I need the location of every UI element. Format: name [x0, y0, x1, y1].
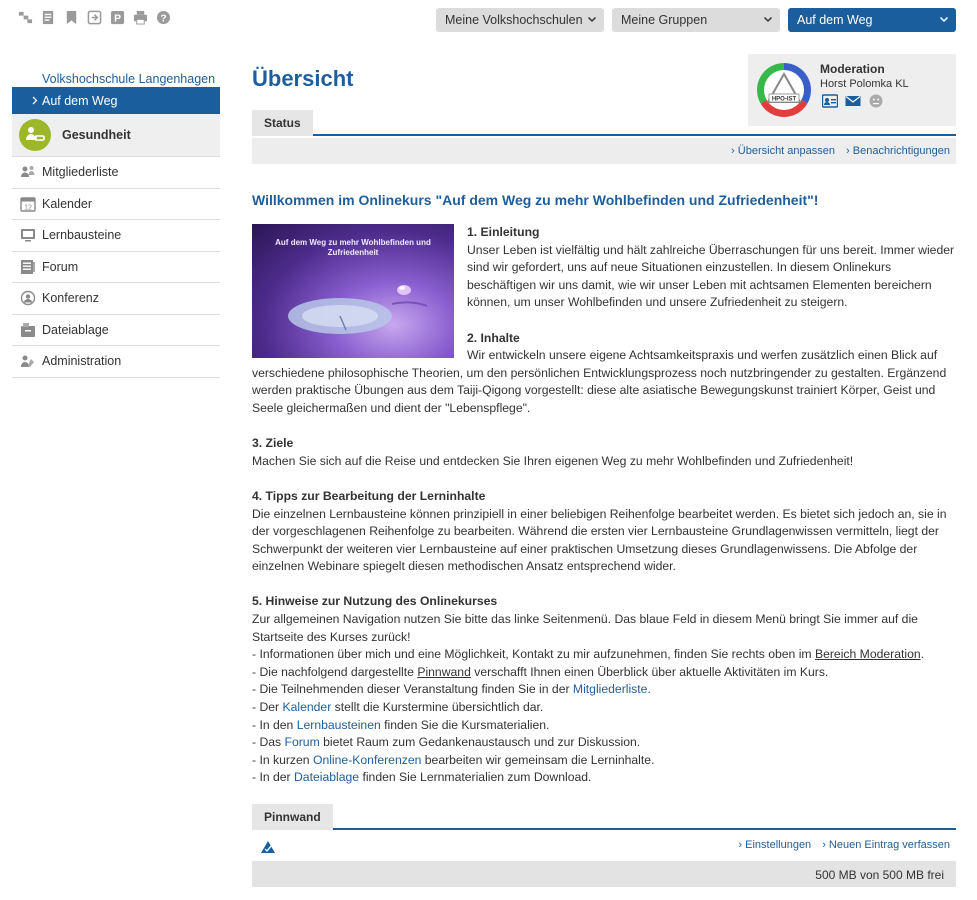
group-icon	[19, 119, 51, 151]
sidebar-item-label: Lernbausteine	[42, 228, 122, 243]
online-conferences-link[interactable]: Online-Konferenzen	[312, 752, 422, 767]
sidebar	[12, 70, 220, 378]
sidebar-item-forum[interactable]	[12, 252, 220, 284]
select-volkshochschulen-label: Meine Volkshochschulen	[445, 13, 583, 27]
sidebar-current-label: Auf dem Weg	[42, 93, 118, 108]
file-storage-link[interactable]: Dateiablage	[294, 770, 360, 785]
chevron-right-icon	[32, 96, 38, 105]
org-tree-icon[interactable]	[18, 10, 33, 25]
sidebar-group-name: Gesundheit	[62, 128, 131, 142]
list-item-text: - In den	[252, 717, 297, 732]
notifications-link[interactable]: › Benachrichtigungen	[846, 145, 950, 157]
pinnwand-settings-link[interactable]: › Einstellungen	[738, 839, 811, 851]
section-text: Zur allgemeinen Navigation nutzen Sie bitte das linke Seitenmenü. Das blaue Feld in diesem Menü bringt Sie immer auf die Startseite des Kurses zurück!	[252, 612, 918, 644]
select-current-course-label: Auf dem Weg	[797, 13, 873, 27]
storage-status: 500 MB von 500 MB frei	[815, 868, 944, 882]
sidebar-item-current-course[interactable]	[12, 87, 220, 114]
sidebar-group-header[interactable]	[12, 114, 220, 157]
list-item	[252, 769, 957, 787]
tab-status[interactable]: Status	[252, 110, 313, 136]
list-item-text: stellt die Kurstermine übersichtlich dar.	[331, 700, 544, 715]
select-gruppen[interactable]	[612, 8, 780, 32]
section-heading: 4. Tipps zur Bearbeitung der Lerninhalte	[252, 488, 486, 503]
print-icon[interactable]	[133, 10, 148, 25]
list-item	[252, 646, 957, 664]
forum-link[interactable]: Forum	[284, 735, 320, 750]
files-icon	[20, 322, 36, 338]
moderation-title: Moderation	[820, 62, 885, 76]
notes-icon[interactable]	[41, 10, 56, 25]
learning-modules-link[interactable]: Lernbausteinen	[296, 717, 381, 732]
mail-icon[interactable]	[845, 94, 861, 108]
chevron-down-icon	[939, 14, 949, 24]
pinnwand-link[interactable]: Pinnwand	[417, 664, 471, 679]
select-gruppen-label: Meine Gruppen	[621, 13, 708, 27]
list-item-text: .	[647, 682, 651, 697]
svg-text:?: ?	[160, 13, 167, 25]
members-link[interactable]: Mitgliederliste	[572, 682, 648, 697]
chevron-down-icon	[587, 14, 597, 24]
bookmark-icon[interactable]	[64, 10, 79, 25]
sidebar-item-label: Mitgliederliste	[42, 165, 119, 180]
section-heading: 5. Hinweise zur Nutzung des Onlinekurses	[252, 594, 498, 609]
list-item-text: bearbeiten wir gemeinsam die Lerninhalte.	[421, 752, 655, 767]
list-item-text: finden Sie die Kursmaterialien.	[380, 717, 550, 732]
list-item	[252, 681, 957, 699]
pinnwand-footer	[252, 861, 956, 887]
list-item	[252, 717, 957, 735]
sidebar-item-lernbausteine[interactable]	[12, 220, 220, 252]
status-actionbar	[252, 138, 956, 164]
pinnwand-actionbar	[252, 832, 956, 861]
sidebar-item-dateiablage[interactable]	[12, 315, 220, 347]
status-face-icon[interactable]	[868, 94, 884, 108]
logout-icon[interactable]	[87, 10, 102, 25]
section-text: Die einzelnen Lernbausteine können prinzipiell in einer beliebigen Reihenfolge bearbeitet werden. Es bietet sich jedoch an, sie in der vorgeschlagenen Reihenfolge zu bearbeiten. Während die ersten vier Lernbausteine Grundlagenwissen vermitteln, liegt der Schwerpunkt der weiteren vier Lernbausteine auf einer praktischen Umsetzung dieses Grundlagenwissens. Die Abfolge der einzelnen Webinare spiegelt diesen methodischen Ansatz entsprechend wider.	[252, 506, 947, 574]
learning-icon	[20, 227, 36, 243]
list-item	[252, 752, 957, 770]
section-text: Unser Leben ist vielfältig und hält zahlreiche Überraschungen für uns bereit. Immer wieder sind wir gefordert, uns auf neue Situationen einzustellen. In diesem Onlinekurs beschäftigen wir uns damit, wie wir unser Leben mit achtsamen Elementen bereichern können, um unser Wohlbefinden und unsere Zufriedenheit zu steigern.	[467, 242, 955, 310]
parking-icon[interactable]	[110, 10, 125, 25]
list-item	[252, 664, 957, 682]
sidebar-item-label: Dateiablage	[42, 322, 109, 337]
moderation-actions	[822, 94, 884, 108]
moderator-name: Horst Polomka KL	[820, 78, 909, 90]
members-icon	[20, 164, 36, 180]
hero-image	[252, 224, 454, 358]
customize-overview-link[interactable]: › Übersicht anpassen	[731, 145, 835, 157]
list-item	[252, 699, 957, 717]
list-item-text: verschafft Ihnen einen Überblick über aktuelle Aktivitäten im Kurs.	[470, 664, 829, 679]
calendar-icon	[20, 196, 36, 212]
chevron-down-icon	[763, 14, 773, 24]
section-heading: 1. Einleitung	[467, 225, 540, 239]
section-heading: 3. Ziele	[252, 436, 294, 451]
select-volkshochschulen[interactable]	[436, 8, 604, 32]
status-tabbar	[252, 110, 956, 136]
calendar-link[interactable]: Kalender	[282, 700, 332, 715]
sidebar-item-administration[interactable]	[12, 346, 220, 378]
conference-icon	[20, 290, 36, 306]
moderation-logo-text: HPO-IST	[771, 96, 797, 103]
section-heading: 2. Inhalte	[467, 330, 520, 345]
sidebar-item-label: Forum	[42, 259, 79, 274]
top-toolbar-icons	[18, 10, 171, 25]
sidebar-item-label: Konferenz	[42, 291, 99, 306]
page-title: Übersicht	[252, 66, 354, 91]
vcard-icon[interactable]	[822, 94, 838, 108]
list-item-text: - In der	[252, 770, 294, 785]
select-current-course[interactable]	[788, 8, 956, 32]
sidebar-item-kalender[interactable]	[12, 189, 220, 221]
top-selects	[436, 8, 956, 32]
list-item-text: - Der	[252, 700, 283, 715]
sidebar-item-mitgliederliste[interactable]	[12, 157, 220, 189]
list-item-text: .	[920, 647, 925, 662]
sidebar-school-link[interactable]: Volkshochschule Langenhagen	[42, 72, 216, 86]
list-item-text: finden Sie Lernmaterialien zum Download.	[359, 770, 592, 785]
course-description	[252, 224, 957, 787]
moderation-area-link[interactable]: Bereich Moderation	[814, 647, 921, 662]
pinnwand-tabbar	[252, 804, 956, 830]
sidebar-item-konferenz[interactable]	[12, 283, 220, 315]
list-item-text: - Die nachfolgend dargestellte	[252, 664, 418, 679]
filter-triangle-icon[interactable]	[260, 840, 276, 854]
svg-text:12: 12	[24, 204, 32, 212]
new-entry-link[interactable]: › Neuen Eintrag verfassen	[822, 839, 950, 851]
section-text: Machen Sie sich auf die Reise und entdecken Sie Ihren eigenen Weg zu mehr Wohlbefinden und Zufriedenheit!	[252, 453, 854, 468]
list-item-text: - Das	[252, 735, 285, 750]
help-icon[interactable]	[156, 10, 171, 25]
welcome-heading: Willkommen im Onlinekurs "Auf dem Weg zu mehr Wohlbefinden und Zufriedenheit"!	[252, 192, 819, 208]
tab-pinnwand[interactable]: Pinnwand	[252, 804, 333, 830]
list-item	[252, 734, 957, 752]
list-item-text: bietet Raum zum Gedankenaustausch und zur Diskussion.	[319, 735, 641, 750]
sidebar-item-label: Kalender	[42, 196, 93, 211]
sidebar-item-label: Administration	[42, 354, 122, 369]
svg-text:P: P	[114, 13, 121, 25]
list-item-text: - In kurzen	[252, 752, 313, 767]
section-text: Wir entwickeln unsere eigene Achtsamkeitspraxis und werfen zusätzlich einen Blick auf verschiedene philosophische Theorien, um den persönlichen Entwicklungsprozess noch nutzbringender zu gestalten. Ergänzend werden praktische Übungen aus dem Taiji-Qigong vorgestellt: diese alte asiatische Bewegungskunst trainiert Körper, Geist und Seele gleichermaßen und dient der "Lebenspflege".	[252, 348, 947, 415]
forum-icon	[20, 259, 36, 275]
list-item-text: - Die Teilnehmenden dieser Veranstaltung finden Sie in der	[252, 682, 573, 697]
list-item-text: - Informationen über mich und eine Möglichkeit, Kontakt zu mir aufzunehmen, finden Sie rechts oben im	[252, 647, 815, 662]
admin-icon	[20, 353, 36, 369]
hero-caption: Auf dem Weg zu mehr Wohlbefinden und Zufriedenheit	[275, 238, 431, 257]
